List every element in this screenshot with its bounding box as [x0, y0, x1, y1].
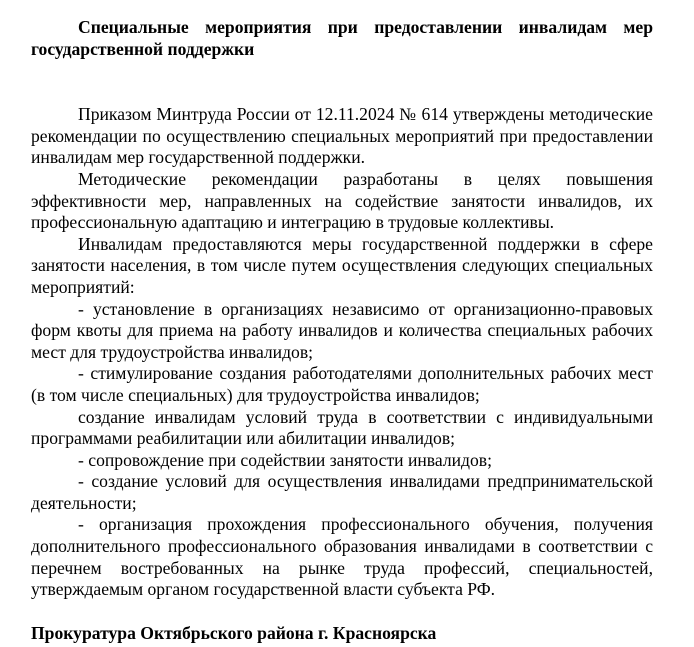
paragraph-purpose: Методические рекомендации разработаны в целях повышения эффективности мер, направленных на содействие занятости инвалидов, их профессиональную адаптацию и интеграцию в трудовые коллективы.: [31, 168, 653, 233]
list-item-entrepreneurship: - создание условий для осуществления инвалидами предпринимательской деятельности;: [31, 471, 653, 513]
list-item-stimulation: - стимулирование создания работодателями дополнительных рабочих мест (в том числе специальных) для трудоустройства инвалидов;: [31, 363, 653, 405]
paragraph-measures-intro: Инвалидам предоставляются меры государственной поддержки в сфере занятости населения, в том числе путем осуществления следующих специальных мероприятий:: [31, 233, 653, 297]
list-item-quota: - установление в организациях независимо от организационно-правовых форм квоты для приема на работу инвалидов и количества специальных рабочих мест для трудоустройства инвалидов;: [31, 298, 653, 362]
list-item-working-conditions: создание инвалидам условий труда в соответствии с индивидуальными программами реабилитации или абилитации инвалидов;: [31, 406, 653, 449]
document-body: [31, 104, 653, 601]
signature: Прокуратура Октябрьского района г. Красноярска: [31, 622, 437, 643]
paragraph-order: Приказом Минтруда России от 12.11.2024 № 614 утверждены методические рекомендации по осуществлению специальных мероприятий при предоставлении инвалидам мер государственной поддержки.: [31, 104, 653, 168]
list-item-training: - организация прохождения профессионального обучения, получения дополнительного профессионального образования инвалидами в соответствии с перечнем востребованных на рынке труда профессий, специальностей, утверждаемым органом государственной власти субъекта РФ.: [31, 514, 653, 600]
document-page: [31, 17, 653, 644]
document-title: Специальные мероприятия при предоставлении инвалидам мер государственной поддержки: [31, 17, 653, 59]
list-item-support: - сопровождение при содействии занятости инвалидов;: [78, 449, 492, 470]
